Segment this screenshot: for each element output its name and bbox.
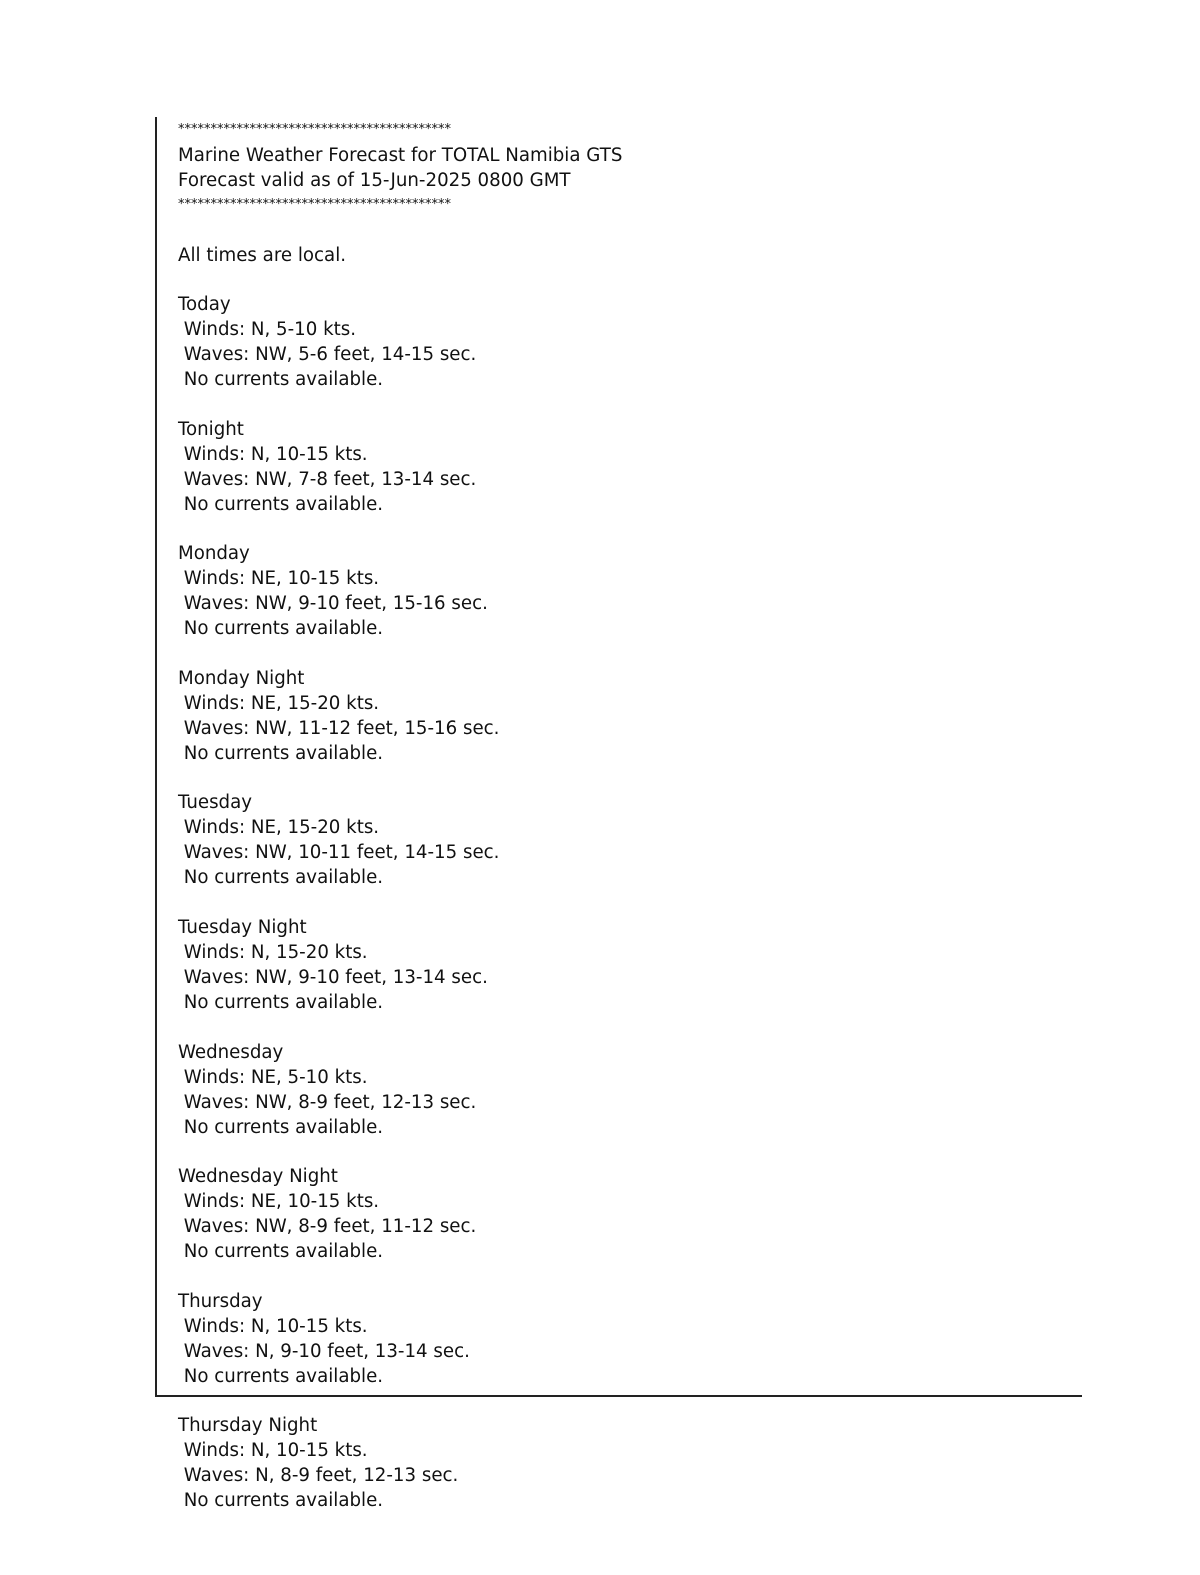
period-winds: Winds: N, 15-20 kts. (178, 942, 368, 963)
forecast-valid-time: Forecast valid as of 15-Jun-2025 0800 GMT (178, 170, 571, 191)
period-name: Tuesday Night (178, 917, 307, 938)
period-winds: Winds: N, 10-15 kts. (178, 1316, 368, 1337)
forecast-title: Marine Weather Forecast for TOTAL Namibia GTS (178, 145, 623, 166)
period-currents: No currents available. (178, 867, 384, 888)
period-name: Tonight (178, 419, 244, 440)
period-currents: No currents available. (178, 743, 384, 764)
period-winds: Winds: N, 5-10 kts. (178, 319, 357, 340)
period-winds: Winds: NE, 10-15 kts. (178, 1191, 380, 1212)
left-border-line (155, 117, 157, 1396)
period-currents: No currents available. (178, 992, 384, 1013)
period-winds: Winds: N, 10-15 kts. (178, 444, 368, 465)
header-divider-top: ****************************************** (178, 122, 451, 137)
time-note: All times are local. (178, 245, 347, 266)
period-waves: Waves: NW, 8-9 feet, 11-12 sec. (178, 1216, 477, 1237)
period-winds: Winds: NE, 15-20 kts. (178, 693, 380, 714)
period-name: Wednesday (178, 1042, 284, 1063)
period-currents: No currents available. (178, 1490, 384, 1511)
period-currents: No currents available. (178, 618, 384, 639)
period-name: Monday (178, 543, 250, 564)
period-name: Thursday Night (178, 1415, 318, 1436)
period-waves: Waves: N, 8-9 feet, 12-13 sec. (178, 1465, 459, 1486)
period-currents: No currents available. (178, 1241, 384, 1262)
period-winds: Winds: NE, 10-15 kts. (178, 568, 380, 589)
period-waves: Waves: NW, 7-8 feet, 13-14 sec. (178, 469, 477, 490)
period-waves: Waves: NW, 11-12 feet, 15-16 sec. (178, 718, 500, 739)
period-currents: No currents available. (178, 369, 384, 390)
period-winds: Winds: NE, 15-20 kts. (178, 817, 380, 838)
period-waves: Waves: NW, 5-6 feet, 14-15 sec. (178, 344, 477, 365)
period-winds: Winds: N, 10-15 kts. (178, 1440, 368, 1461)
period-name: Thursday (178, 1291, 263, 1312)
period-winds: Winds: NE, 5-10 kts. (178, 1067, 368, 1088)
period-currents: No currents available. (178, 1366, 384, 1387)
period-waves: Waves: NW, 8-9 feet, 12-13 sec. (178, 1092, 477, 1113)
period-waves: Waves: NW, 10-11 feet, 14-15 sec. (178, 842, 500, 863)
period-currents: No currents available. (178, 1117, 384, 1138)
period-name: Tuesday (178, 792, 252, 813)
period-name: Today (178, 294, 231, 315)
period-waves: Waves: N, 9-10 feet, 13-14 sec. (178, 1341, 470, 1362)
period-name: Monday Night (178, 668, 305, 689)
period-currents: No currents available. (178, 494, 384, 515)
period-waves: Waves: NW, 9-10 feet, 13-14 sec. (178, 967, 488, 988)
period-waves: Waves: NW, 9-10 feet, 15-16 sec. (178, 593, 488, 614)
section-divider-line (155, 1395, 1082, 1397)
header-divider-bottom: ****************************************** (178, 197, 451, 212)
period-name: Wednesday Night (178, 1166, 338, 1187)
